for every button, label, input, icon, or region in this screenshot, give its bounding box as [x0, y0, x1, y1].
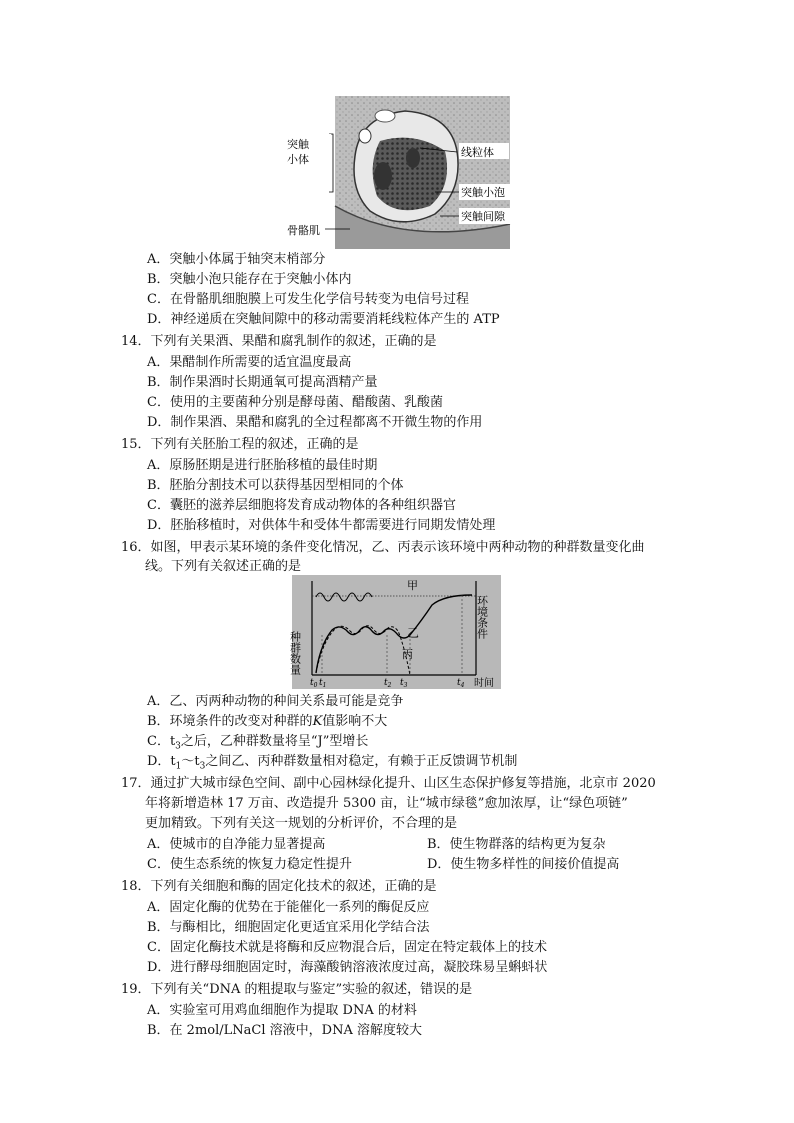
label-jia: 甲 [407, 579, 418, 592]
tick-t0: $t_0$ [310, 678, 318, 689]
q17-option-b: B．使生物群落的结构更为复杂 [427, 837, 606, 852]
q15-stem: 15．下列有关胚胎工程的叙述，正确的是 [121, 437, 359, 452]
q15-option-d: D．胚胎移植时，对供体牛和受体牛都需要进行同期发情处理 [147, 518, 496, 533]
q17-option-a: A．使城市的自净能力显著提高 [147, 837, 326, 852]
q19-option-a: A．实验室可用鸡血细胞作为提取 DNA 的材料 [147, 1003, 417, 1018]
q18-option-c: C．固定化酶技术就是将酶和反应物混合后，固定在特定载体上的技术 [147, 940, 547, 955]
q13-option-c: C．在骨骼肌细胞膜上可发生化学信号转变为电信号过程 [147, 292, 469, 307]
q17-stem-line2: 年将新增造林 17 万亩、改造提升 5300 亩，让“城市绿毯”愈加浓厚，让“绿色项链” [145, 796, 628, 811]
label-muscle: 骨骼肌 [287, 224, 320, 237]
q13-option-a: A．突触小体属于轴突末梢部分 [147, 252, 326, 267]
q14-option-d: D．制作果酒、果醋和腐乳的全过程都离不开微生物的作用 [147, 415, 483, 430]
tick-t2: $t_2$ [384, 678, 392, 689]
q17-option-d: D．使生物多样性的间接价值提高 [427, 857, 620, 872]
q19-stem: 19．下列有关“DNA 的粗提取与鉴定”实验的叙述，错误的是 [121, 982, 473, 997]
ylabel-left: 种群数量 [288, 631, 302, 675]
q18-option-d: D．进行酵母细胞固定时，海藻酸钠溶液浓度过高，凝胶珠易呈蝌蚪状 [147, 960, 548, 975]
label-vesicle: 突触小泡 [461, 186, 505, 199]
label-mitochondria: 线粒体 [461, 146, 494, 159]
label-yi: 乙 [407, 626, 420, 640]
q17-option-c: C．使生态系统的恢复力稳定性提升 [147, 857, 352, 872]
q16-stem-line2: 线。下列有关叙述正确的是 [145, 559, 302, 574]
tick-t3: $t_3$ [400, 678, 408, 689]
q16-option-c: C．$t_3$之后，乙种群数量将呈“J”型增长 [147, 734, 369, 752]
xlabel: 时间 [474, 678, 494, 689]
ylabel-right: 环境条件 [475, 595, 489, 639]
q14-stem: 14．下列有关果酒、果醋和腐乳制作的叙述，正确的是 [121, 334, 437, 349]
q17-stem-line3: 更加精致。下列有关这一规划的分析评价，不合理的是 [145, 816, 458, 831]
label-cleft: 突触间隙 [461, 210, 505, 223]
q17-stem-line1: 17．通过扩大城市绿色空间、副中心园林绿化提升、山区生态保护修复等措施，北京市 2020 [121, 776, 656, 791]
tick-t1: $t_1$ [319, 678, 327, 689]
q13-option-d: D．神经递质在突触间隙中的移动需要消耗线粒体产生的 ATP [147, 312, 500, 327]
label-bing: 丙 [402, 648, 413, 661]
q16-option-d: D．$t_1\sim t_3$之间乙、丙种群数量相对稳定，有赖于正反馈调节机制 [147, 754, 518, 772]
q16-option-b: B．环境条件的改变对种群的K值影响不大 [147, 714, 388, 729]
tick-t4: $t_4$ [457, 678, 465, 689]
q16-option-a: A．乙、丙两种动物的种间关系最可能是竞争 [147, 694, 404, 709]
q18-option-a: A．固定化酶的优势在于能催化一系列的酶促反应 [147, 900, 430, 915]
label-synaptic-body-2: 小体 [287, 153, 309, 166]
q14-option-b: B．制作果酒时长期通氧可提高酒精产量 [147, 375, 378, 390]
q15-option-c: C．囊胚的滋养层细胞将发育成动物体的各种组织器官 [147, 498, 456, 513]
synapse-micrograph [285, 96, 510, 249]
label-synaptic-body-1: 突触 [287, 138, 309, 151]
q15-option-a: A．原肠胚期是进行胚胎移植的最佳时期 [147, 458, 378, 473]
q13-option-b: B．突触小泡只能存在于突触小体内 [147, 272, 352, 287]
q16-stem-line1: 16．如图，甲表示某环境的条件变化情况，乙、丙表示该环境中两种动物的种群数量变化曲 [121, 540, 645, 555]
q14-option-c: C．使用的主要菌种分别是酵母菌、醋酸菌、乳酸菌 [147, 395, 443, 410]
q14-option-a: A．果醋制作所需要的适宜温度最高 [147, 355, 352, 370]
q19-option-b: B．在 2mol/LNaCl 溶液中，DNA 溶解度较大 [147, 1023, 422, 1038]
q18-option-b: B．与酶相比，细胞固定化更适宜采用化学结合法 [147, 920, 430, 935]
q15-option-b: B．胚胎分割技术可以获得基因型相同的个体 [147, 478, 404, 493]
q18-stem: 18．下列有关细胞和酶的固定化技术的叙述，正确的是 [121, 879, 437, 894]
population-graph [288, 575, 501, 689]
